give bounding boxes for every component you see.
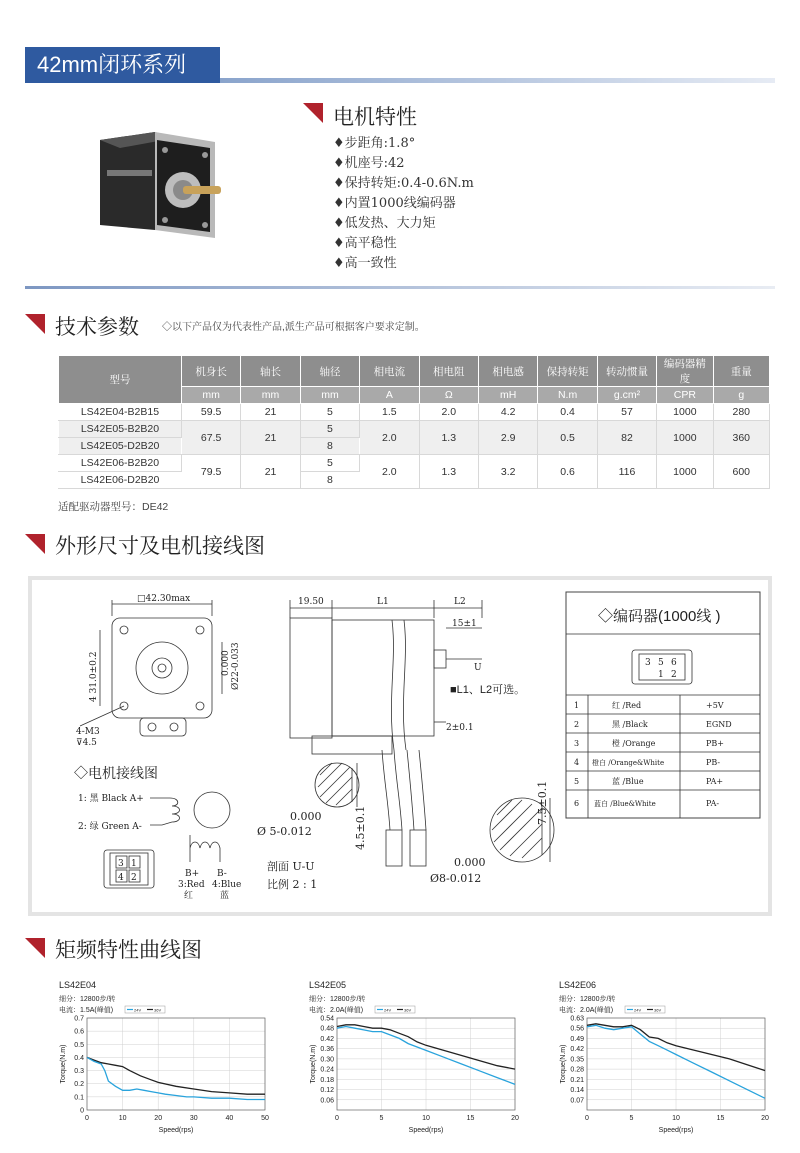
cell: 21 — [241, 421, 300, 455]
dim-19-50: 19.50 — [298, 597, 324, 607]
enc-cell: 6 — [574, 799, 580, 808]
x-tick-label: 0 — [335, 1115, 339, 1122]
feature-item: ♦高平稳性 — [333, 236, 397, 251]
col-header: 相电感 — [478, 356, 537, 387]
shaft-section-small — [315, 763, 359, 807]
x-tick-label: 5 — [379, 1115, 384, 1122]
y-axis-label: Torque(N.m) — [60, 1044, 67, 1084]
tech-heading: 技术参数 — [55, 315, 139, 339]
cell: 8 — [300, 438, 359, 455]
cell: 280 — [713, 404, 769, 421]
wire-b-minus: B- — [217, 869, 227, 879]
cell: 1000 — [657, 455, 713, 489]
cell: 82 — [597, 421, 656, 455]
enc-pin: 6 — [671, 658, 677, 668]
x-tick-label: 20 — [154, 1115, 163, 1122]
enc-pin: 2 — [671, 670, 677, 680]
cell: 79.5 — [181, 455, 240, 489]
x-tick-label: 50 — [261, 1115, 269, 1122]
legend-label: 36V — [404, 1007, 412, 1013]
x-tick-label: 5 — [629, 1115, 634, 1122]
cell: 67.5 — [181, 421, 240, 455]
cell: 600 — [713, 455, 769, 489]
cell: LS42E06-B2B20 — [59, 455, 182, 472]
y-tick-label: 0.28 — [570, 1066, 584, 1074]
enc-pin: 5 — [658, 658, 664, 668]
cell: 4.2 — [478, 404, 537, 421]
dim-depth: ⊽4.5 — [76, 738, 97, 748]
cell: 5 — [300, 404, 359, 421]
y-tick-label: 0.49 — [570, 1035, 584, 1043]
unit-header: CPR — [657, 387, 713, 404]
section-label: 剖面 U-U — [267, 860, 315, 873]
cell: 8 — [300, 472, 359, 489]
table-row — [59, 404, 770, 421]
unit-header: mm — [241, 387, 300, 404]
sec-d: 0.000 — [454, 856, 486, 869]
y-tick-label: 0.3 — [74, 1068, 84, 1076]
x-axis-label: Speed(rps) — [158, 1127, 194, 1134]
enc-pin: 1 — [658, 670, 664, 680]
enc-cell: 黑 /Black — [612, 720, 648, 729]
y-tick-label: 0.36 — [320, 1046, 334, 1054]
y-tick-label: 0.1 — [74, 1094, 84, 1102]
pin: 4 — [118, 873, 124, 883]
cell: LS42E04-B2B15 — [59, 404, 182, 421]
y-tick-label: 0.21 — [570, 1076, 584, 1084]
y-tick-label: 0.42 — [320, 1035, 334, 1043]
col-header: 轴长 — [241, 356, 300, 387]
torque-chart — [555, 980, 785, 1140]
cell: 0.5 — [538, 421, 597, 455]
enc-cell: PA+ — [706, 777, 724, 786]
cell: 21 — [241, 404, 300, 421]
y-tick-label: 0.2 — [74, 1081, 84, 1089]
sec-a: 0.000 — [290, 810, 322, 823]
sec-e: Ø8-0.012 — [430, 872, 482, 885]
encoder-table — [566, 592, 760, 818]
wiring-title: ◇电机接线图 — [74, 765, 158, 781]
wire-blue-cn: 蓝 — [220, 891, 230, 901]
chart-title: LS42E05 — [309, 980, 347, 990]
cell: 0.4 — [538, 404, 597, 421]
winding-diagram — [150, 792, 230, 862]
curves-heading: 矩频特性曲线图 — [55, 938, 202, 962]
sec-f: 7.5±0.1 — [536, 780, 549, 825]
y-tick-label: 0.5 — [74, 1041, 84, 1049]
dim-l2: L2 — [454, 597, 466, 607]
y-tick-label: 0.7 — [74, 1015, 84, 1023]
header-rule — [220, 78, 775, 83]
wire-a-minus: 2: 绿 Green A- — [78, 822, 142, 832]
enc-cell: 蓝白 /Blue&White — [594, 800, 656, 808]
chart-subtitle: 电流：1.5A(峰值) — [59, 1007, 114, 1014]
scale-label: 比例 2 : 1 — [267, 878, 318, 891]
cell: LS42E05-D2B20 — [59, 438, 182, 455]
length-note: ■L1、L2可选。 — [450, 684, 526, 696]
dim-15: 15±1 — [452, 619, 477, 629]
cell: LS42E05-B2B20 — [59, 421, 182, 438]
enc-cell: 5 — [574, 777, 580, 786]
torque-chart — [305, 980, 535, 1140]
y-tick-label: 0.12 — [320, 1087, 334, 1095]
unit-header: g — [713, 387, 769, 404]
section-marker — [303, 103, 323, 123]
x-tick-label: 15 — [716, 1115, 725, 1122]
enc-cell: +5V — [706, 701, 724, 710]
chart-subtitle: 电流：2.0A(峰值) — [309, 1007, 364, 1014]
y-tick-label: 0.30 — [320, 1056, 334, 1064]
sec-c: 4.5±0.1 — [354, 805, 367, 850]
cell: 1.5 — [360, 404, 419, 421]
y-tick-label: 0.63 — [570, 1015, 584, 1023]
x-tick-label: 15 — [466, 1115, 475, 1122]
unit-header: mm — [300, 387, 359, 404]
dimension-drawing-box — [28, 576, 772, 916]
unit-header: Ω — [419, 387, 478, 404]
enc-cell: PB+ — [706, 739, 724, 748]
feature-item: ♦高一致性 — [333, 256, 397, 271]
dim-holes: 4-M3 — [76, 727, 100, 737]
torque-chart — [55, 980, 285, 1140]
y-tick-label: 0.06 — [320, 1097, 334, 1105]
chart-title: LS42E04 — [59, 980, 97, 990]
dim-pcd: 4 31.0±0.2 — [89, 651, 99, 702]
cell: 3.2 — [478, 455, 537, 489]
col-header: 型号 — [59, 356, 182, 404]
cell: 1000 — [657, 404, 713, 421]
x-tick-label: 10 — [118, 1115, 127, 1122]
x-tick-label: 10 — [422, 1115, 430, 1122]
cell: 2.9 — [478, 421, 537, 455]
front-view — [80, 600, 222, 736]
cell: 5 — [300, 421, 359, 438]
dim-l1: L1 — [377, 597, 389, 607]
col-header: 相电流 — [360, 356, 419, 387]
dim-shaft: Ø22-0.033 — [231, 642, 241, 690]
y-axis-label: Torque(N.m) — [560, 1044, 567, 1084]
features-heading: 电机特性 — [333, 105, 417, 129]
x-tick-label: 0 — [585, 1115, 589, 1122]
driver-note: 适配驱动器型号：DE42 — [58, 501, 169, 513]
sec-b: Ø 5-0.012 — [257, 825, 312, 838]
y-tick-label: 0.35 — [570, 1056, 584, 1064]
x-tick-label: 20 — [761, 1115, 769, 1122]
cell: 360 — [713, 421, 769, 455]
y-tick-label: 0.56 — [570, 1025, 584, 1033]
y-tick-label: 0.14 — [570, 1087, 584, 1095]
motor-connector — [104, 850, 154, 888]
side-view — [290, 600, 482, 866]
enc-cell: 3 — [574, 739, 580, 748]
feature-item: ♦内置1000线编码器 — [333, 196, 456, 211]
x-axis-label: Speed(rps) — [658, 1127, 694, 1134]
tech-note: ◇以下产品仅为代表性产品,派生产品可根据客户要求定制。 — [162, 322, 425, 333]
pin: 2 — [131, 873, 137, 883]
cell: 5 — [300, 455, 359, 472]
y-tick-label: 0.07 — [570, 1097, 584, 1105]
section-u-top: U — [474, 663, 482, 673]
legend-label: 36V — [654, 1007, 662, 1013]
enc-cell: 1 — [574, 701, 580, 710]
dim-2: 2±0.1 — [446, 723, 474, 733]
wire-b-plus: B+ — [185, 869, 200, 879]
cell: 1000 — [657, 421, 713, 455]
section-marker — [25, 938, 45, 958]
x-tick-label: 0 — [85, 1115, 89, 1122]
enc-cell: 2 — [574, 720, 580, 729]
pin: 3 — [118, 859, 124, 869]
divider — [25, 286, 775, 289]
cell: LS42E06-D2B20 — [59, 472, 182, 489]
dim-shaft-tol: 0.000 — [221, 650, 231, 676]
cell: 21 — [241, 455, 300, 489]
enc-cell: 蓝 /Blue — [612, 777, 644, 786]
unit-header: mH — [478, 387, 537, 404]
y-tick-label: 0.54 — [320, 1015, 334, 1023]
pin: 1 — [131, 859, 137, 869]
wire-blue: 4:Blue — [212, 880, 242, 890]
unit-header: mm — [181, 387, 240, 404]
chart-subtitle: 细分：12800步/转 — [559, 996, 616, 1003]
col-header: 编码器精度 — [657, 356, 713, 387]
dim-width: □42.30max — [137, 594, 191, 604]
y-tick-label: 0.18 — [320, 1076, 334, 1084]
cell: 59.5 — [181, 404, 240, 421]
chart-canvas — [305, 980, 535, 1140]
x-tick-label: 30 — [189, 1115, 198, 1122]
cell: 1.3 — [419, 455, 478, 489]
series-line-36V — [87, 1057, 265, 1094]
enc-cell: PA- — [706, 799, 720, 808]
cell: 116 — [597, 455, 656, 489]
unit-header: g.cm² — [597, 387, 656, 404]
enc-pin: 3 — [645, 658, 651, 668]
cell: 2.0 — [419, 404, 478, 421]
legend-label: 24V — [634, 1007, 642, 1013]
wire-red-cn: 红 — [184, 891, 194, 901]
enc-cell: 红 /Red — [612, 701, 642, 710]
section-marker — [25, 314, 45, 334]
enc-cell: 4 — [574, 758, 580, 767]
y-tick-label: 0.6 — [74, 1028, 84, 1036]
spec-table — [58, 355, 770, 489]
chart-title: LS42E06 — [559, 980, 597, 990]
feature-item: ♦步距角:1.8° — [333, 136, 416, 151]
chart-subtitle: 电流：2.0A(峰值) — [559, 1007, 614, 1014]
cell: 2.0 — [360, 455, 419, 489]
enc-cell: 橙白 /Orange&White — [592, 759, 665, 767]
y-tick-label: 0.4 — [74, 1054, 84, 1062]
x-axis-label: Speed(rps) — [408, 1127, 444, 1134]
wire-red: 3:Red — [178, 880, 205, 890]
col-header: 转动惯量 — [597, 356, 656, 387]
legend-label: 36V — [154, 1007, 162, 1013]
table-row — [59, 421, 770, 438]
enc-cell: PB- — [706, 758, 721, 767]
encoder-title: ◇编码器(1000线 ) — [598, 608, 721, 625]
col-header: 相电阻 — [419, 356, 478, 387]
chart-subtitle: 细分：12800步/转 — [309, 996, 366, 1003]
feature-item: ♦机座号:42 — [333, 156, 405, 171]
table-row — [59, 455, 770, 472]
x-tick-label: 40 — [225, 1115, 234, 1122]
cell: 2.0 — [360, 421, 419, 455]
section-marker — [25, 534, 45, 554]
unit-header: N.m — [538, 387, 597, 404]
feature-item: ♦低发热、大力矩 — [333, 216, 436, 231]
enc-cell: EGND — [706, 720, 732, 729]
col-header: 保持转矩 — [538, 356, 597, 387]
col-header: 轴径 — [300, 356, 359, 387]
dims-heading: 外形尺寸及电机接线图 — [55, 534, 265, 558]
motor-photo — [95, 120, 235, 245]
series-title: 42mm闭环系列 — [25, 47, 220, 83]
plot-frame — [87, 1018, 265, 1110]
unit-header: A — [360, 387, 419, 404]
y-tick-label: 0.48 — [320, 1025, 334, 1033]
x-tick-label: 20 — [511, 1115, 519, 1122]
x-tick-label: 10 — [672, 1115, 680, 1122]
enc-cell: 橙 /Orange — [612, 739, 656, 748]
wire-a-plus: 1: 黑 Black A+ — [78, 794, 144, 804]
cell: 57 — [597, 404, 656, 421]
y-tick-label: 0 — [80, 1107, 84, 1115]
cell: 0.6 — [538, 455, 597, 489]
chart-canvas — [555, 980, 785, 1140]
cell: 1.3 — [419, 421, 478, 455]
chart-subtitle: 细分：12800步/转 — [59, 996, 116, 1003]
feature-item: ♦保持转矩:0.4-0.6N.m — [333, 176, 474, 191]
col-header: 重量 — [713, 356, 769, 387]
chart-canvas — [55, 980, 285, 1140]
legend-label: 24V — [384, 1007, 392, 1013]
y-axis-label: Torque(N.m) — [310, 1044, 317, 1084]
y-tick-label: 0.42 — [570, 1046, 584, 1054]
y-tick-label: 0.24 — [320, 1066, 334, 1074]
legend-label: 24V — [134, 1007, 142, 1013]
col-header: 机身长 — [181, 356, 240, 387]
